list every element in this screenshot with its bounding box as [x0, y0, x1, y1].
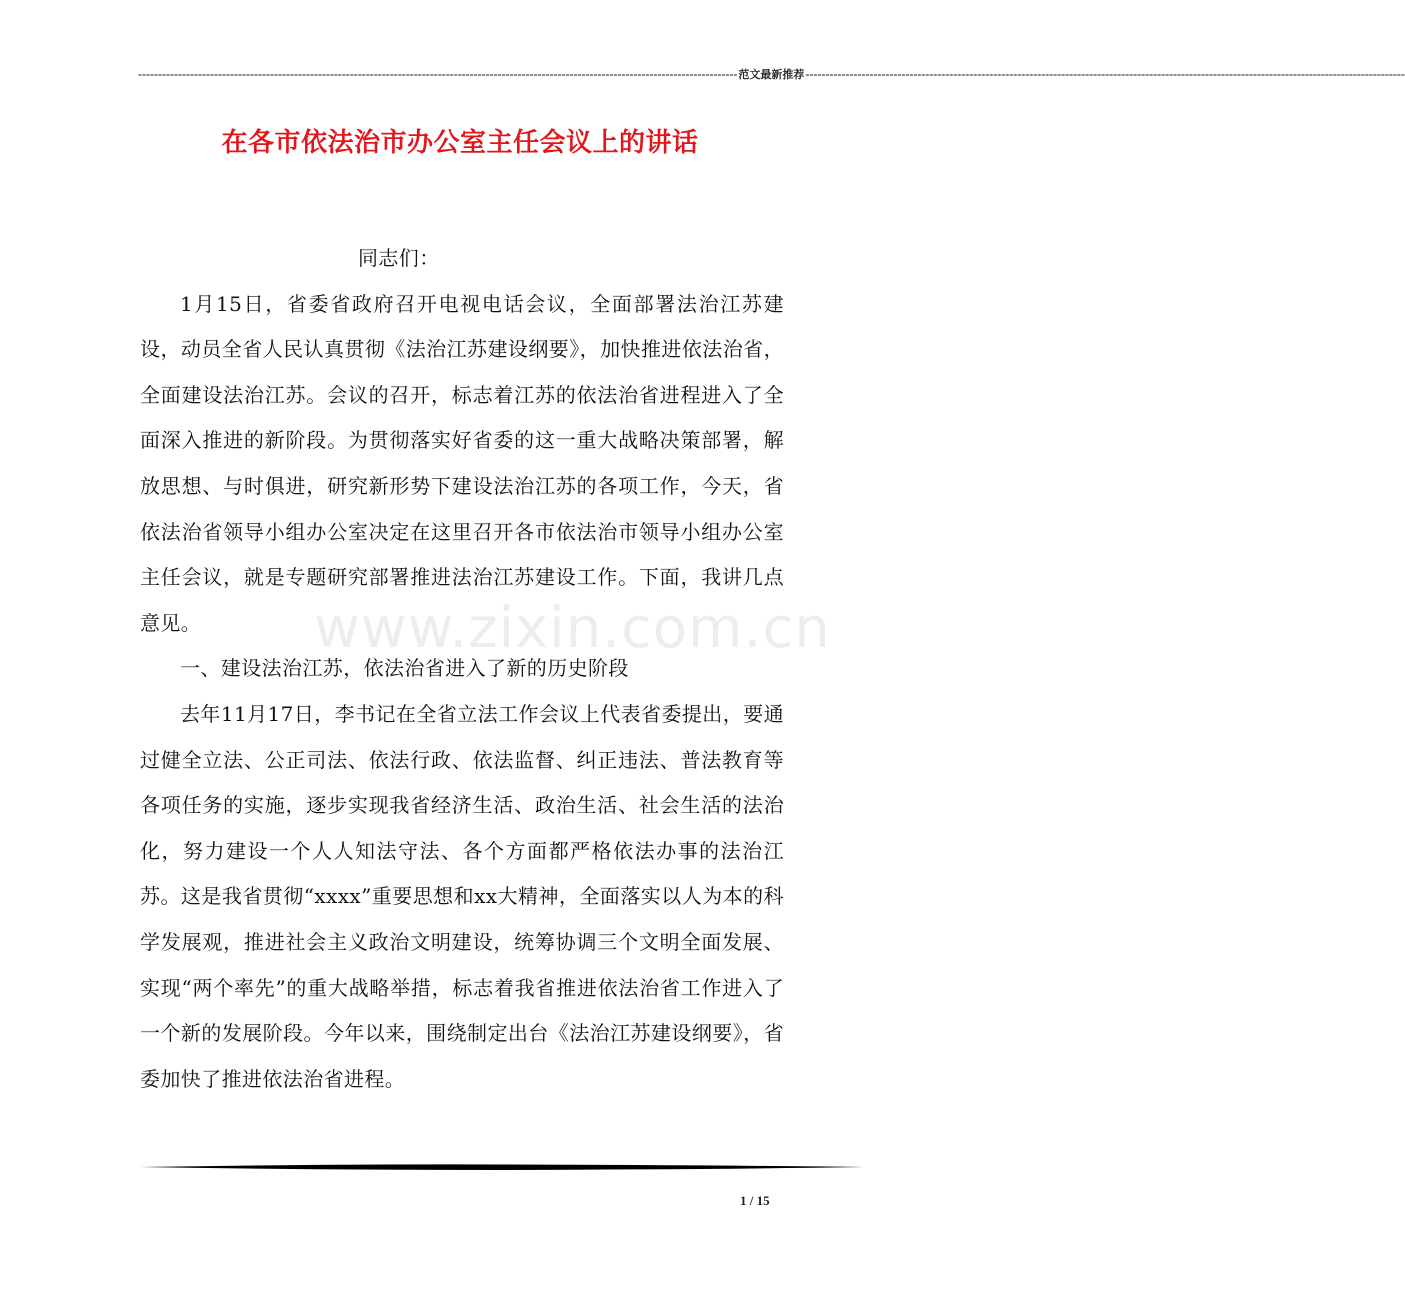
page-number: 1 / 15 [740, 1193, 770, 1208]
paragraph-2: 去年11月17日，李书记在全省立法工作会议上代表省委提出，要通过健全立法、公正司法、依法行政、依法监督、纠正违法、普法教育等各项任务的实施，逐步实现我省经济生活、政治生活、社会生活的法治化，努力建设一个人人知法守法、各个方面都严格依法办事的法治江苏。这是我省贯彻“xxxx”重要思想和xx大精神，全面落实以人为本的科学发展观，推进社会主义政治文明建设，统筹协调三个文明全面发展、实现“两个率先”的重大战略举措，标志着我省推进依法治省工作进入了一个新的发展阶段。今年以来，围绕制定出台《法治江苏建设纲要》，省委加快了推进依法治省进程。 [140, 701, 784, 1091]
page-header [138, 66, 1405, 82]
watermark: www.zixin.com.cn [314, 596, 831, 661]
paragraph-1: 1月15日，省委省政府召开电视电话会议，全面部署法治江苏建设，动员全省人民认真贯彻《法治江苏建设纲要》，加快推进依法治省，全面建设法治江苏。会议的召开，标志着江苏的依法治省进程进入了全面深入推进的新阶段。为贯彻落实好省委的这一重大战略决策部署，解放思想、与时俱进，研究新形势下建设法治江苏的各项工作，今天，省依法治省领导小组办公室决定在这里召开各市依法治市领导小组办公室主任会议，就是专题研究部署推进法治江苏建设工作。下面，我讲几点意见。 [140, 291, 784, 635]
header-dash-left: ------------------------------------------------------------------------------------------------------------------------------------------------------ [138, 66, 738, 81]
header-dash-right: ------------------------------------------------------------------------------------------------------------------------------------------------------ [805, 66, 1405, 81]
document-title: 在各市依法治市办公室主任会议上的讲话 [221, 128, 699, 158]
salutation: 同志们： [358, 246, 440, 270]
footer-rule [140, 1162, 864, 1172]
document-body [140, 236, 784, 1102]
header-label: 范文最新推荐 [738, 68, 805, 81]
section-heading-1: 一、建设法治江苏，依法治省进入了新的历史阶段 [180, 656, 629, 681]
